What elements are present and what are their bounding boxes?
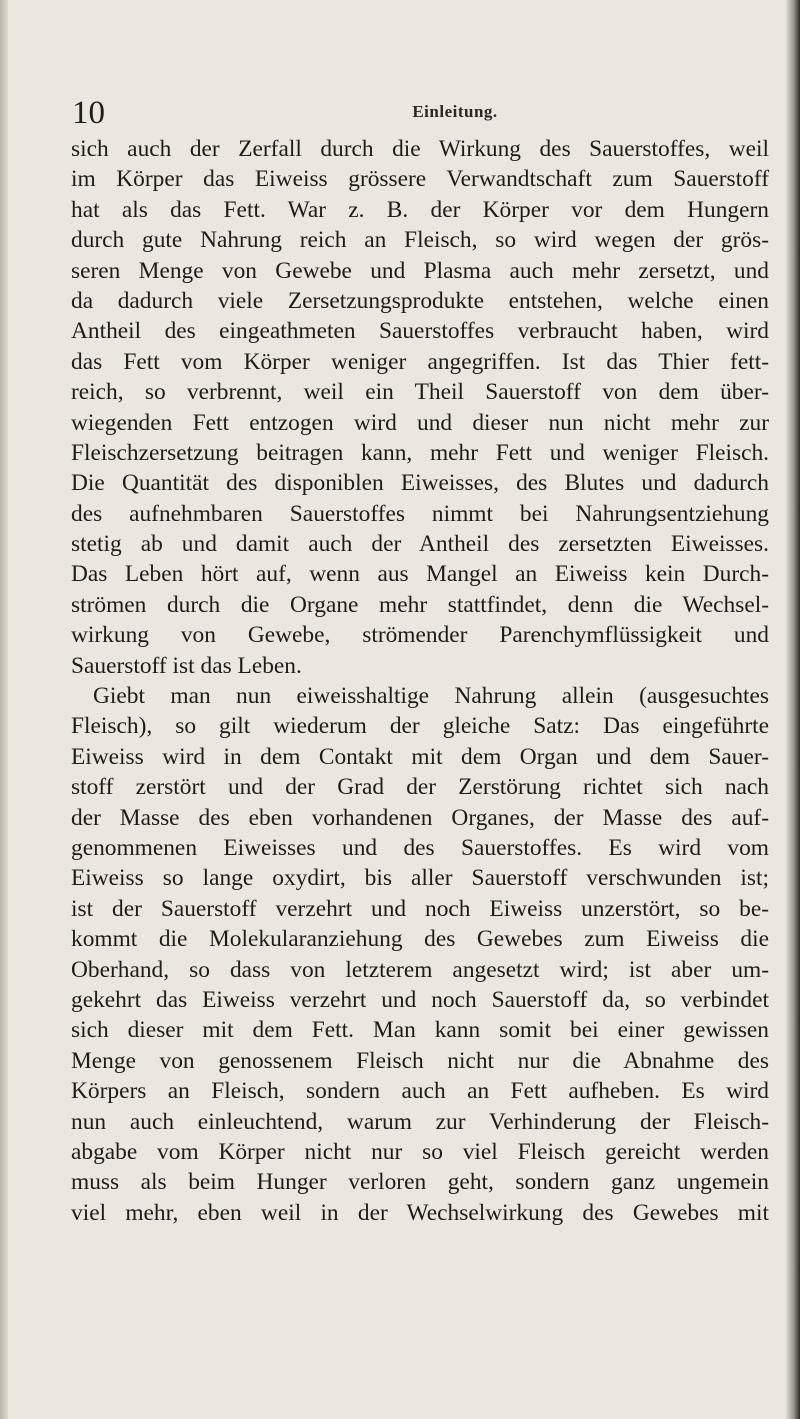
page-header: [72, 96, 772, 130]
text-line: Die Quantität des disponiblen Eiweisses, des Blutes und dadurch: [71, 470, 769, 497]
text-line: gekehrt das Eiweiss verzehrt und noch Sauerstoff da, so verbindet: [71, 986, 769, 1013]
text-line: reich, so verbrennt, weil ein Theil Sauerstoff von dem über-: [71, 379, 769, 406]
text-line: des aufnehmbaren Sauerstoffes nimmt bei Nahrungsentziehung: [71, 500, 769, 527]
text-line: sich auch der Zerfall durch die Wirkung des Sauerstoffes, weil: [71, 136, 769, 162]
text-line: nun auch einleuchtend, warum zur Verhinderung der Fleisch-: [71, 1108, 769, 1135]
paragraph: [71, 134, 769, 681]
text-line: strömen durch die Organe mehr stattfindet, denn die Wechsel-: [71, 591, 769, 618]
text-line: stoff zerstört und der Grad der Zerstörung richtet sich nach: [71, 774, 769, 801]
text-line: muss als beim Hunger verloren geht, sondern ganz ungemein: [71, 1169, 769, 1196]
text-line: Giebt man nun eiweisshaltige Nahrung allein (ausgesuchtes: [93, 683, 769, 710]
text-line: seren Menge von Gewebe und Plasma auch mehr zersetzt, und: [71, 257, 769, 284]
text-line: da dadurch viele Zersetzungsprodukte entstehen, welche einen: [71, 287, 769, 314]
text-line: wirkung von Gewebe, strömender Parenchymflüssigkeit und: [71, 622, 769, 649]
text-line: Körpers an Fleisch, sondern auch an Fett aufheben. Es wird: [71, 1078, 769, 1105]
text-line: abgabe vom Körper nicht nur so viel Fleisch gereicht werden: [71, 1138, 769, 1165]
text-line: Fleisch), so gilt wiederum der gleiche Satz: Das eingeführte: [71, 713, 769, 740]
text-line: viel mehr, eben weil in der Wechselwirkung des Gewebes mit: [71, 1199, 769, 1226]
body-text: [71, 134, 769, 1228]
text-line: Fleischzersetzung beitragen kann, mehr Fett und weniger Fleisch.: [71, 439, 769, 466]
text-line: im Körper das Eiweiss grössere Verwandtschaft zum Sauerstoff: [71, 166, 769, 193]
text-line: stetig ab und damit auch der Antheil des zersetzten Eiweisses.: [71, 531, 769, 558]
text-line: der Masse des eben vorhandenen Organes, der Masse des auf-: [71, 804, 769, 831]
text-line: sich dieser mit dem Fett. Man kann somit bei einer gewissen: [71, 1017, 769, 1044]
text-line: das Fett vom Körper weniger angegriffen. Ist das Thier fett-: [71, 348, 769, 375]
text-line: Sauerstoff ist das Leben.: [71, 652, 302, 679]
text-line: Eiweiss so lange oxydirt, bis aller Sauerstoff verschwunden ist;: [71, 865, 769, 892]
text-line: Das Leben hört auf, wenn aus Mangel an Eiweiss kein Durch-: [71, 561, 769, 588]
text-line: hat als das Fett. War z. B. der Körper vor dem Hungern: [71, 196, 769, 223]
running-head: Einleitung.: [412, 102, 498, 121]
text-line: ist der Sauerstoff verzehrt und noch Eiweiss unzerstört, so be-: [71, 895, 769, 922]
text-line: genommenen Eiweisses und des Sauerstoffes. Es wird vom: [71, 834, 769, 861]
text-line: Oberhand, so dass von letzterem angesetzt wird; ist aber um-: [71, 956, 769, 983]
text-line: kommt die Molekularanziehung des Gewebes zum Eiweiss die: [71, 926, 769, 953]
paragraph: [71, 681, 769, 1228]
text-line: wiegenden Fett entzogen wird und dieser nun nicht mehr zur: [71, 409, 769, 436]
text-line: Eiweiss wird in dem Contakt mit dem Organ und dem Sauer-: [71, 743, 769, 770]
text-line: Antheil des eingeathmeten Sauerstoffes verbraucht haben, wird: [71, 318, 769, 345]
page-number: 10: [72, 95, 105, 131]
text-line: durch gute Nahrung reich an Fleisch, so wird wegen der grös-: [71, 227, 769, 254]
text-line: Menge von genossenem Fleisch nicht nur die Abnahme des: [71, 1047, 769, 1074]
